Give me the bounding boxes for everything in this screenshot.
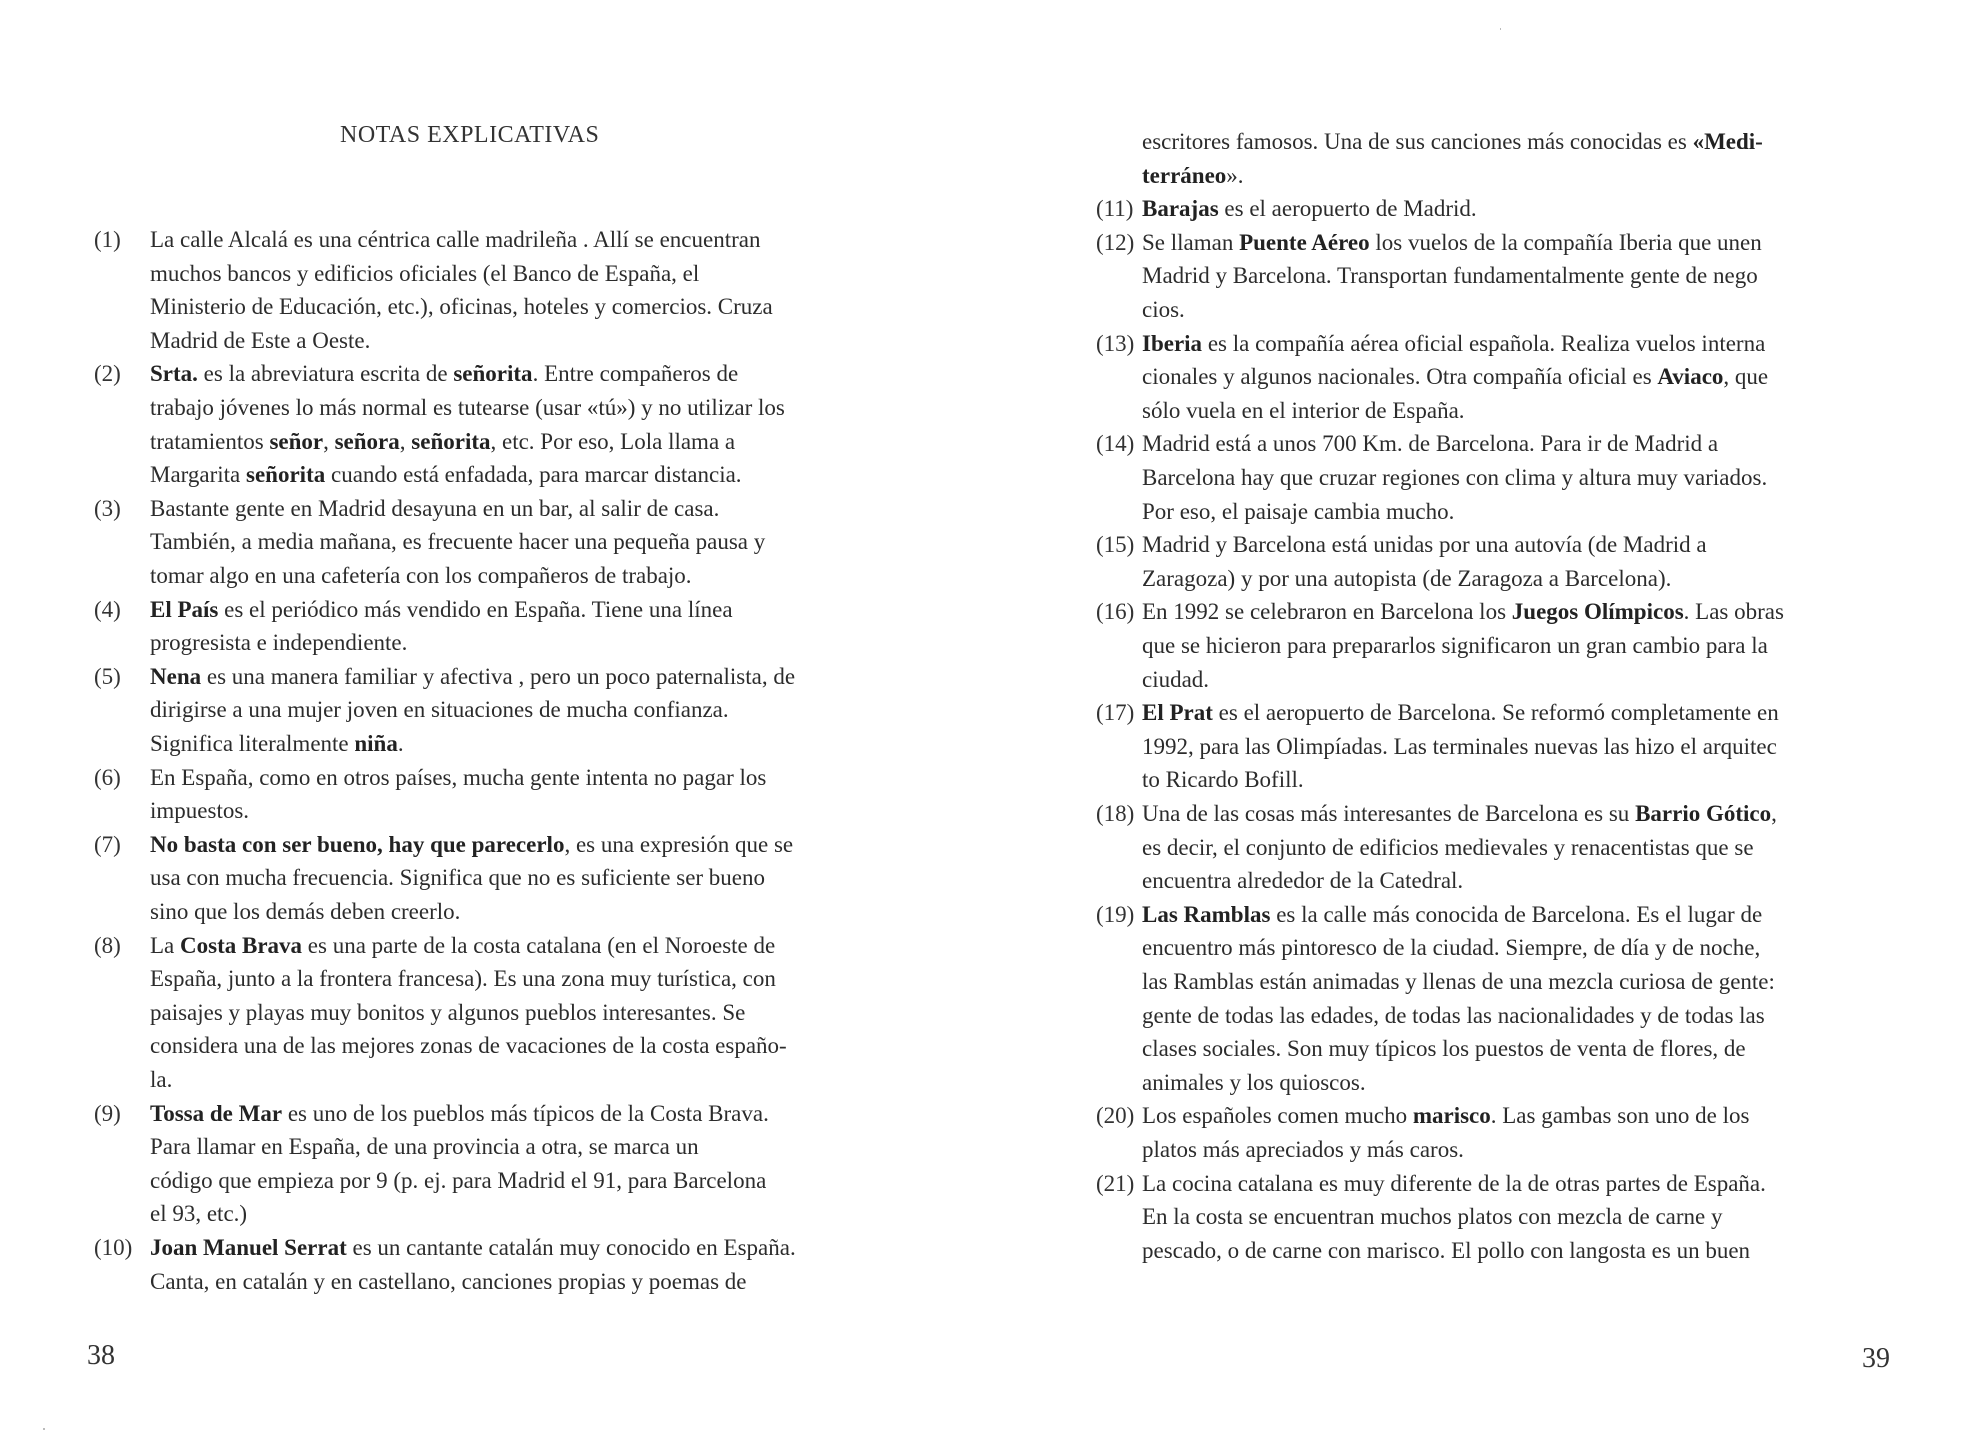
note-text: Barcelona hay que cruzar regiones con clima y altura muy variados. — [1142, 465, 1768, 490]
note-line — [150, 228, 760, 251]
note-text: trabajo jóvenes lo más normal es tutearse (usar «tú») y no utilizar los — [150, 395, 785, 420]
note-text: encuentra alrededor de la Catedral. — [1142, 868, 1464, 894]
note-text: . Entre compañeros de — [532, 361, 739, 387]
note-text: usa con mucha frecuencia. Significa que no es suficiente ser bueno — [150, 865, 766, 891]
note-line — [1142, 1205, 1723, 1228]
note-number: (8) — [94, 932, 121, 958]
note-line — [1142, 264, 1758, 287]
note-line — [1142, 903, 1762, 926]
note-line — [150, 934, 775, 957]
note-line — [1142, 936, 1760, 959]
bold-term: marisco — [1412, 1103, 1491, 1129]
bold-term: Puente Aéreo — [1239, 229, 1370, 255]
note-line — [1142, 634, 1768, 657]
note-line — [1142, 500, 1454, 523]
note-text: paisajes y playas muy bonitos y algunos pueblos interesantes. Se — [150, 999, 746, 1025]
note-number: (20) — [1096, 1103, 1135, 1129]
note-text: Los españoles comen mucho — [1142, 1103, 1413, 1129]
bold-term: Srta. — [150, 361, 198, 387]
note-text: tratamientos — [150, 428, 270, 454]
note-number: (15) — [1096, 532, 1135, 558]
note-line — [1142, 567, 1671, 590]
note-text: . Las obras — [1683, 599, 1784, 625]
bold-term: Barrio Gótico — [1635, 801, 1772, 826]
bold-term: Nena — [150, 663, 202, 689]
note-line — [1142, 735, 1777, 758]
bold-term: señor — [269, 428, 324, 454]
note-text: animales y los quioscos. — [1142, 1069, 1366, 1095]
note-number: (3) — [94, 495, 121, 521]
note-text: La cocina catalana es muy diferente de la de otras partes de España. — [1142, 1170, 1766, 1196]
note-number: (13) — [1096, 330, 1135, 356]
note-text: es la calle más conocida de Barcelona. Es el lugar de — [1270, 901, 1763, 927]
note-line — [150, 1135, 699, 1158]
bold-term: Las Ramblas — [1142, 901, 1271, 927]
bold-term: Costa Brava — [180, 932, 303, 958]
note-line — [150, 564, 692, 587]
note-text: es uno de los pueblos más típicos de la Costa Brava. — [282, 1100, 769, 1126]
note-line — [1142, 130, 1763, 153]
note-number: (12) — [1096, 229, 1135, 255]
note-line — [150, 430, 735, 453]
bold-term: Joan Manuel Serrat — [150, 1235, 347, 1260]
note-text: muchos bancos y edificios oficiales (el Banco de España, el — [150, 260, 700, 286]
note-text: Margarita — [150, 462, 247, 488]
note-text: Zaragoza) y por una autopista (de Zaragoza a Barcelona). — [1142, 565, 1672, 591]
note-text: la. — [150, 1067, 173, 1092]
bold-term: El País — [150, 596, 219, 622]
note-text: es el aeropuerto de Madrid. — [1218, 196, 1477, 222]
note-text: 1992, para las Olimpíadas. Las terminales nuevas las hizo el arquitec — [1142, 733, 1777, 759]
note-text: dirigirse a una mujer joven en situaciones de mucha confianza. — [150, 697, 729, 723]
note-line — [150, 1202, 247, 1225]
note-line — [150, 1068, 172, 1091]
note-line — [150, 665, 795, 688]
bold-term: señorita — [246, 462, 326, 488]
note-number: (7) — [94, 831, 121, 857]
note-number: (10) — [94, 1235, 133, 1260]
note-number: (18) — [1096, 801, 1135, 826]
note-number: (11) — [1096, 196, 1134, 222]
note-line — [1142, 701, 1779, 724]
note-text: , es una expresión que se — [564, 831, 794, 857]
note-number: (14) — [1096, 431, 1135, 457]
bold-term: señorita — [411, 428, 491, 454]
scan-speck — [1500, 28, 1501, 30]
note-text: También, a media mañana, es frecuente hacer una pequeña pausa y — [150, 529, 766, 555]
note-line — [1142, 1172, 1766, 1195]
note-text: es decir, el conjunto de edificios medievales y renacentistas que se — [1142, 834, 1754, 860]
note-line — [1142, 533, 1707, 556]
note-line — [1142, 1037, 1746, 1060]
note-text: to Ricardo Bofill. — [1142, 767, 1304, 793]
note-text: cionales y algunos nacionales. Otra compañía oficial es — [1142, 364, 1658, 390]
note-text: . — [397, 731, 404, 756]
note-line — [150, 598, 733, 621]
note-text: Para llamar en España, de una provincia a otra, se marca un — [150, 1134, 699, 1160]
note-line — [150, 833, 793, 856]
note-text: , — [1771, 801, 1777, 826]
note-text: cuando está enfadada, para marcar distancia. — [325, 462, 742, 488]
note-text: Significa literalmente — [150, 731, 355, 756]
note-line — [150, 530, 765, 553]
note-text: considera una de las mejores zonas de vacaciones de la costa españo- — [150, 1033, 787, 1059]
note-number: (9) — [94, 1100, 121, 1126]
note-text: , etc. Por eso, Lola llama a — [490, 428, 736, 454]
note-line — [150, 1034, 787, 1057]
note-number: (5) — [94, 663, 121, 689]
note-line — [150, 295, 773, 318]
note-text: En la costa se encuentran muchos platos con mezcla de carne y — [1142, 1204, 1723, 1230]
note-text: Madrid y Barcelona. Transportan fundamentalmente gente de nego — [1142, 263, 1758, 289]
note-line — [150, 766, 766, 789]
note-text: España, junto a la frontera francesa). Es una zona muy turística, con — [150, 966, 776, 992]
note-text: es la abreviatura escrita de — [197, 361, 454, 387]
bold-term: El Prat — [1142, 700, 1213, 726]
note-text: que se hicieron para prepararlos significaron un gran cambio para la — [1142, 633, 1768, 658]
note-text: Madrid está a unos 700 Km. de Barcelona. Para ir de Madrid a — [1142, 431, 1719, 457]
note-line — [1142, 1138, 1464, 1161]
note-line — [150, 362, 738, 385]
note-text: encuentro más pintoresco de la ciudad. Siempre, de día y de noche, — [1142, 935, 1761, 961]
note-line — [1142, 399, 1465, 422]
note-text: Por eso, el paisaje cambia mucho. — [1142, 498, 1455, 524]
note-line — [150, 698, 729, 721]
bold-term: No basta con ser bueno, hay que parecerlo — [150, 831, 565, 857]
note-line — [1142, 365, 1768, 388]
bold-term: terráneo — [1142, 162, 1227, 188]
note-line — [150, 967, 776, 990]
bold-term: Juegos Olímpicos — [1511, 599, 1684, 625]
note-text: cios. — [1142, 297, 1185, 322]
note-line — [1142, 1104, 1749, 1127]
note-number: (1) — [94, 227, 121, 252]
note-text: progresista e independiente. — [150, 630, 408, 656]
note-line — [150, 1169, 766, 1192]
note-text: , — [399, 428, 412, 454]
page-title: NOTAS EXPLICATIVAS — [340, 122, 600, 148]
note-line — [150, 1236, 796, 1259]
note-line — [150, 463, 742, 486]
note-text: es una parte de la costa catalana (en el Noroeste de — [302, 932, 776, 958]
note-text: pescado, o de carne con marisco. El pollo con langosta es un buen — [1142, 1237, 1751, 1263]
note-number: (6) — [94, 764, 121, 790]
note-text: La — [150, 932, 181, 958]
note-text: Ministerio de Educación, etc.), oficinas, hoteles y comercios. Cruza — [150, 294, 773, 320]
note-text: es una manera familiar y afectiva , pero un poco paternalista, de — [201, 663, 796, 689]
note-text: Madrid de Este a Oeste. — [150, 327, 371, 353]
note-number: (21) — [1096, 1170, 1135, 1196]
note-line — [1142, 600, 1784, 623]
note-text: , — [323, 428, 335, 454]
note-line — [1142, 1239, 1750, 1262]
note-text: La calle Alcalá es una céntrica calle madrileña . Allí se encuentran — [150, 227, 761, 252]
note-number: (16) — [1096, 599, 1135, 625]
note-text: sino que los demás deben creerlo. — [150, 899, 461, 924]
note-number: (2) — [94, 361, 121, 387]
bold-term: Tossa de Mar — [150, 1100, 283, 1126]
page-number-left: 38 — [87, 1340, 115, 1371]
note-line — [1142, 298, 1185, 321]
note-line — [1142, 432, 1718, 455]
scan-speck — [43, 1428, 45, 1430]
note-text: gente de todas las edades, de todas las nacionalidades y de todas las — [1142, 1002, 1765, 1028]
note-line — [150, 799, 249, 822]
note-text: En 1992 se celebraron en Barcelona los — [1142, 599, 1512, 625]
note-text: sólo vuela en el interior de España. — [1142, 397, 1465, 423]
note-line — [1142, 836, 1754, 859]
bold-term: Barajas — [1142, 196, 1219, 222]
note-text: . Las gambas son uno de los — [1490, 1103, 1750, 1129]
note-text: es la compañía aérea oficial española. Realiza vuelos interna — [1202, 330, 1766, 356]
note-number: (19) — [1096, 901, 1135, 927]
note-text: código que empieza por 9 (p. ej. para Madrid el 91, para Barcelona — [150, 1167, 767, 1193]
note-line — [150, 1270, 746, 1293]
note-text: los vuelos de la compañía Iberia que unen — [1369, 229, 1762, 255]
note-line — [150, 900, 460, 923]
note-line — [150, 329, 370, 352]
bold-term: señorita — [453, 361, 533, 387]
note-text: Canta, en catalán y en castellano, canciones propias y poemas de — [150, 1268, 747, 1294]
bold-term: Iberia — [1142, 330, 1203, 356]
right-page — [982, 0, 1964, 1445]
note-text: escritores famosos. Una de sus canciones más conocidas es — [1142, 129, 1693, 154]
note-text: el 93, etc.) — [150, 1201, 248, 1227]
note-line — [150, 396, 785, 419]
note-line — [1142, 332, 1765, 355]
note-text: clases sociales. Son muy típicos los puestos de venta de flores, de — [1142, 1036, 1746, 1062]
note-number: (4) — [94, 596, 121, 622]
note-line — [150, 1102, 769, 1125]
note-text: ciudad. — [1142, 666, 1210, 692]
note-text: ». — [1226, 162, 1244, 188]
note-line — [150, 732, 404, 755]
note-text: Se llaman — [1142, 229, 1240, 255]
note-line — [1142, 668, 1209, 691]
bold-term: Aviaco — [1657, 364, 1724, 390]
note-line — [1142, 466, 1767, 489]
note-line — [150, 1001, 745, 1024]
note-text: impuestos. — [150, 798, 250, 824]
note-line — [150, 866, 765, 889]
bold-term: «Medi- — [1692, 129, 1763, 154]
note-line — [150, 262, 699, 285]
note-text: es el periódico más vendido en España. Tiene una línea — [218, 596, 733, 622]
note-line — [150, 631, 407, 654]
note-text: Bastante gente en Madrid desayuna en un bar, al salir de casa. — [150, 495, 720, 521]
note-text: , que — [1723, 364, 1769, 390]
note-line — [1142, 970, 1775, 993]
page-number-right: 39 — [1862, 1343, 1890, 1374]
note-number: (17) — [1096, 700, 1135, 726]
bold-term: niña — [354, 731, 398, 756]
note-line — [150, 497, 719, 520]
note-line — [1142, 1071, 1366, 1094]
note-text: tomar algo en una cafetería con los compañeros de trabajo. — [150, 563, 692, 588]
note-line — [1142, 768, 1304, 791]
note-text: platos más apreciados y más caros. — [1142, 1137, 1464, 1162]
note-line — [1142, 197, 1477, 220]
note-line — [1142, 1004, 1765, 1027]
note-text: Madrid y Barcelona está unidas por una autovía (de Madrid a — [1142, 532, 1707, 558]
note-text: las Ramblas están animadas y llenas de una mezcla curiosa de gente: — [1142, 969, 1775, 994]
note-text: En España, como en otros países, mucha gente intenta no pagar los — [150, 764, 767, 790]
bold-term: señora — [334, 428, 400, 454]
note-text: es un cantante catalán muy conocido en España. — [346, 1235, 796, 1260]
note-text: es el aeropuerto de Barcelona. Se reformó completamente en — [1212, 700, 1779, 726]
note-line — [1142, 869, 1463, 892]
note-line — [1142, 802, 1777, 825]
note-line — [1142, 164, 1244, 187]
note-line — [1142, 231, 1762, 254]
note-text: Una de las cosas más interesantes de Barcelona es su — [1142, 801, 1636, 826]
